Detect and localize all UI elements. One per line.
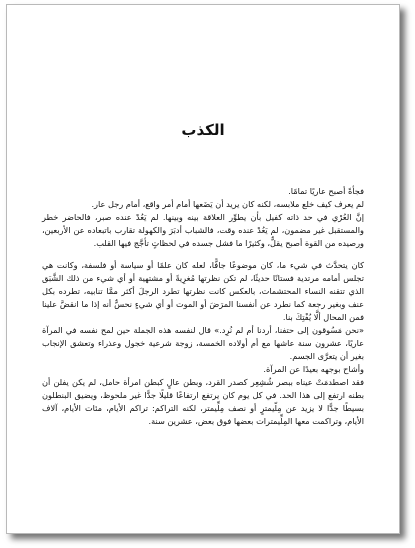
paragraph-3: إنَّ العُرْي في حد ذاته كفيل بأن يطوِّر العلاقة بينه وبينها. لم يَعُدْ عنده صبر، فالحاضر خطر والمستقبل غير مضمون، لم يَعُدْ عنده وقت، فالشباب أدبَرَ والكهولة تقارب باتبعاده عن الأربعين، ورصيده من القوة أصبح يقلُّ، وكثيرًا ما فشل جسده في لحظاتٍ تأجَّج فيها القلب. — [42, 212, 364, 248]
paragraph-4: كان يتحدَّث في شيء ما، كان موضوعًا جافًّا، لعله كان علمًا أو سياسة أو فلسفة، وكانت هي تجلس أمامه مرتدية فستانًا حديثًا، لم تكن نظرتها مُغرِيةً أو مشتهية أو أي شيء من ذلك الشَّبَق الذي تتقنه النساء المحتشمات، بالعكس كانت نظرتها تطرد الرجلَ أكثر ممَّا تنابيه، تطرده بكل عنف وبغير رجعة كما نطرد عن أنفسنا المرَضَ أو الموت أو أي شيءٍ نحسُّ أنه إذا ما انقضَّ علينا فمن المحال ألَّا يُفْتِكَ بنا. — [42, 260, 364, 322]
chapter-title: الكذب — [181, 121, 225, 139]
paragraph-5: «نحن مَسُوقون إلى حتفنا، أردنا أم لم نُرِد.» قال لنفسه هذه الجملة حين لمح نفسه في المرآة عاريًا، عشرون سنة عاشها مع أم أولاده الخمسة، زوجة شرعية خجول وعذراء وتعشق الإنجاب بغير أن يتعرَّى الجسم. — [42, 325, 364, 361]
paragraph-6: وأشاح بوجهه بعيدًا عن المرآة. — [263, 364, 364, 374]
paragraph-1: فجأةً أصبح عاريًا تمامًا. — [288, 186, 364, 196]
paragraph-7: فقد اصطدمَتْ عيناه ببصر شُشِعِر كصدر القرد، وبطن عالٍ كبطن امرأة حامل، لم يكن يفلن أن بطنه ارتفع إلى هذا الحد. في كل يوم كان يرتفع ارتفاعًا قليلًا جدًّا غير ملحوظ، ويضيق البنطلون بسيطًا جدًّا لا يزيد عن مِلّيمترٍ أو نصف مِلِّيمتر، لكنه التراكم: تراكم الأيام، مئات الأيام، آلاف الأيام، وتراكمت معها المِلِّيمترات بعضها فوق بعض، عشرين سنة. — [42, 377, 364, 426]
document-page — [6, 4, 400, 534]
paragraph-2: لم يعرف كيف خلع ملابسه، لكنه كان يريد أن يَضَعها أمام أمر واقع، أمام رجل عار. — [91, 199, 364, 209]
document-body — [42, 121, 364, 428]
